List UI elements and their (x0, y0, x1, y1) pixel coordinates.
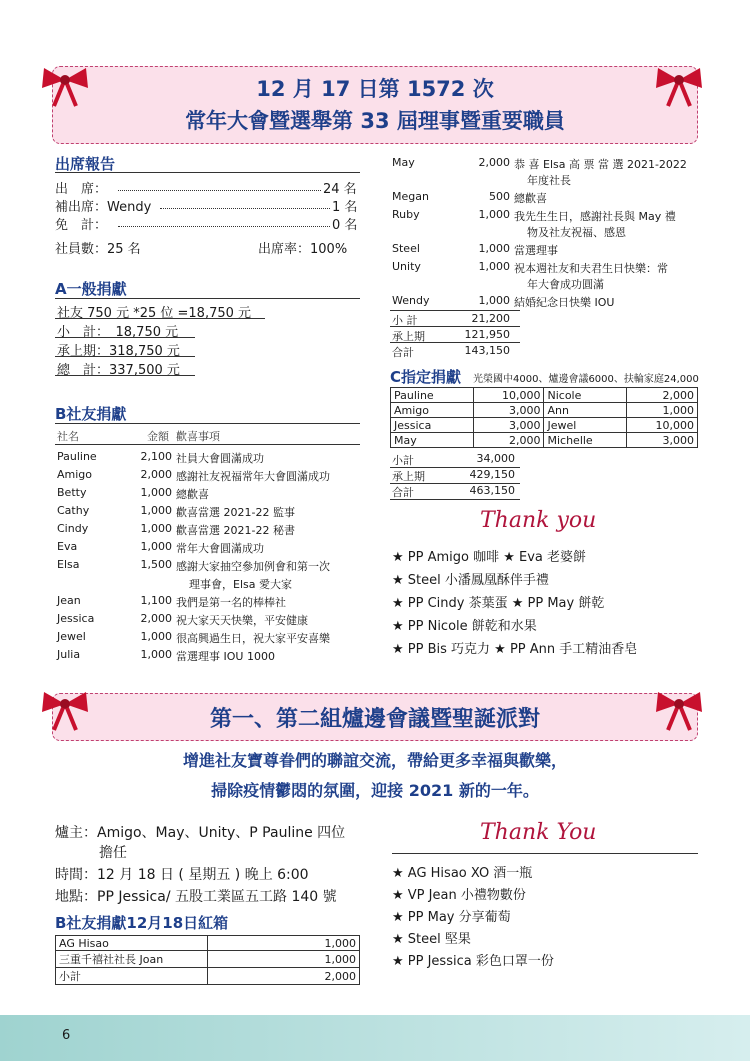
sum-value: 143,150 (464, 344, 510, 357)
donor-note: 歡喜當選 2021-22 監事 (176, 506, 295, 519)
donor-amount: 500 (489, 190, 510, 203)
donor-note: 祝本週社友和夫君生日快樂：常 (514, 262, 668, 275)
host-line: 爐主：Amigo、May、Unity、P Pauline 四位 (55, 825, 346, 841)
attendance-heading: 出席報告 (55, 155, 116, 173)
thanks-item: ★ Steel 堅果 (392, 932, 471, 947)
donor-note: 感謝社友祝福常年大會圓滿成功 (176, 470, 330, 483)
donor-name: Wendy (392, 294, 430, 307)
donor-note: 我先生生日，感謝社長與 May 禮 (514, 210, 676, 223)
donor-amount: 1,000 (140, 648, 172, 661)
donor-name: Elsa (57, 558, 80, 571)
divider (390, 310, 520, 311)
donor-note: 總歡喜 (176, 488, 209, 501)
donor-amount: 1,000 (140, 486, 172, 499)
table-cell: May (391, 433, 474, 448)
attendance-value: 0 名 (332, 218, 358, 233)
ribbon-bow-icon (38, 62, 92, 108)
donor-amount: 1,000 (140, 630, 172, 643)
table-cell: 1,000 (627, 403, 698, 418)
member-donation-heading: B社友捐獻 (55, 405, 127, 423)
donor-amount: 1,000 (140, 540, 172, 553)
donor-note: 常年大會圓滿成功 (176, 542, 264, 555)
thanks-item: ★ PP Nicole 餅乾和水果 (392, 619, 537, 634)
party-banner (52, 693, 698, 741)
donor-note: 當選理事 IOU 1000 (176, 650, 275, 663)
divider (390, 499, 520, 500)
donor-note-cont: 年度社長 (527, 174, 571, 187)
ribbon-bow-icon (38, 686, 92, 732)
attendance-value: 1 名 (332, 200, 358, 215)
donor-name: May (392, 156, 415, 169)
divider (55, 444, 360, 445)
donor-amount: 1,500 (140, 558, 172, 571)
thanks-item: ★ PP May 分享葡萄 (392, 910, 511, 925)
sum-label: 小 計 (392, 314, 418, 327)
donor-note: 感謝大家抽空參加例會和第一次 (176, 560, 330, 573)
donor-name: Betty (57, 486, 87, 499)
divider (55, 337, 195, 338)
donor-amount: 1,100 (140, 594, 172, 607)
table-row (391, 418, 698, 433)
divider (55, 356, 195, 357)
donor-name: Jean (57, 594, 81, 607)
table-cell: 小計 (56, 968, 208, 985)
donor-name: Megan (392, 190, 429, 203)
sum-value: 121,950 (464, 328, 510, 341)
title-banner (52, 66, 698, 144)
table-cell: Amigo (391, 403, 474, 418)
table-cell: 3,000 (473, 403, 544, 418)
meeting-title: 12 月 17 日第 1572 次 (256, 77, 494, 101)
donor-name: Julia (57, 648, 81, 661)
general-row: 小 計： 18,750 元 (57, 325, 179, 340)
leader-dots (160, 208, 330, 209)
thanks-item: ★ PP Jessica 彩色口罩一份 (392, 954, 554, 969)
table-row (56, 936, 360, 951)
donor-name: Amigo (57, 468, 93, 481)
donor-name: Jewel (57, 630, 86, 643)
table-cell: 2,000 (473, 433, 544, 448)
thanks-item: ★ PP Bis 巧克力 ★ PP Ann 手工精油香皂 (392, 642, 638, 657)
red-box-donation-table (55, 935, 360, 985)
table-cell: AG Hisao (56, 936, 208, 951)
donor-name: Cindy (57, 522, 89, 535)
page-number: 6 (62, 1028, 71, 1043)
table-cell: 1,000 (208, 951, 360, 968)
event-place: 地點：PP Jessica/ 五股工業區五工路 140 號 (55, 889, 337, 905)
attendance-label: 補出席：Wendy (55, 200, 152, 215)
table-row (56, 968, 360, 985)
general-row: 社友 750 元 *25 位 =18,750 元 (57, 306, 252, 321)
donor-name: Cathy (57, 504, 90, 517)
designated-donation-note: 光榮國中4000、爐邊會議6000、扶輪家庭24,000 (473, 374, 699, 385)
donor-note: 很高興過生日，祝大家平安喜樂 (176, 632, 330, 645)
thank-you-script: Thank You (480, 820, 597, 845)
table-cell: 三重千禧社社長 Joan (56, 951, 208, 968)
donor-name: Eva (57, 540, 78, 553)
table-cell: 1,000 (208, 936, 360, 951)
divider (392, 853, 698, 854)
donor-amount: 1,000 (140, 504, 172, 517)
donor-amount: 2,000 (140, 468, 172, 481)
table-cell: Pauline (391, 388, 474, 403)
thanks-item: ★ PP Amigo 咖啡 ★ Eva 老婆餅 (392, 550, 587, 565)
donor-note: 當選理事 (514, 244, 558, 257)
member-count: 社員數：25 名 (55, 242, 141, 257)
meeting-subtitle: 常年大會暨選舉第 33 屆理事暨重要職員 (185, 109, 565, 133)
general-row: 總 計：337,500 元 (57, 363, 180, 378)
table-row (391, 388, 698, 403)
sum-label: 承上期 (392, 330, 425, 343)
donor-note: 結婚紀念日快樂 IOU (514, 296, 615, 309)
divider (390, 342, 520, 343)
donor-name: Pauline (57, 450, 97, 463)
donor-name: Jessica (57, 612, 95, 625)
sum-value: 21,200 (471, 312, 510, 325)
table-cell: 10,000 (627, 418, 698, 433)
thanks-item: ★ VP Jean 小禮物數份 (392, 888, 526, 903)
donor-note-cont: 年大會成功圓滿 (527, 278, 604, 291)
attendance-rate: 出席率：100% (258, 242, 348, 257)
designated-donation-table (390, 387, 698, 448)
table-cell: Jessica (391, 418, 474, 433)
general-donation-heading: A一般捐獻 (55, 280, 127, 298)
donor-note: 祝大家天天快樂，平安健康 (176, 614, 308, 627)
donor-amount: 2,100 (140, 450, 172, 463)
slogan-line: 掃除疫情鬱悶的氛圍，迎接 2021 新的一年。 (211, 781, 539, 800)
table-cell: Jewel (544, 418, 627, 433)
donor-amount: 1,000 (478, 260, 510, 273)
donor-name: Ruby (392, 208, 420, 221)
divider (55, 298, 360, 299)
leader-dots (118, 226, 330, 227)
donor-note: 恭 喜 Elsa 高 票 當 選 2021-2022 (514, 158, 687, 171)
attendance-label: 免 計： (55, 218, 108, 233)
footer-band (0, 1015, 750, 1061)
sum-label: 承上期 (392, 470, 425, 483)
table-cell: Nicole (544, 388, 627, 403)
sum-label: 合計 (392, 486, 414, 499)
donor-name: Unity (392, 260, 421, 273)
attendance-label: 出 席： (55, 182, 108, 197)
table-cell: 10,000 (473, 388, 544, 403)
table-cell: Michelle (544, 433, 627, 448)
divider (55, 375, 195, 376)
donor-note: 歡喜當選 2021-22 秘書 (176, 524, 295, 537)
attendance-value: 24 名 (323, 182, 357, 197)
thank-you-script: Thank you (480, 508, 597, 533)
sum-value: 34,000 (476, 452, 515, 465)
table-cell: 3,000 (473, 418, 544, 433)
donor-amount: 2,000 (478, 156, 510, 169)
thanks-item: ★ Steel 小潘鳳凰酥伴手禮 (392, 573, 549, 588)
donor-note: 社員大會圓滿成功 (176, 452, 264, 465)
party-title: 第一、第二組爐邊會議暨聖誕派對 (209, 707, 540, 732)
leader-dots (118, 190, 321, 191)
col-amount-header: 金額 (147, 430, 169, 443)
table-cell: 2,000 (208, 968, 360, 985)
divider (55, 423, 360, 424)
col-name-header: 社名 (57, 430, 79, 443)
ribbon-bow-icon (652, 62, 706, 108)
divider (55, 318, 265, 319)
donor-note-cont: 物及社友祝福、感恩 (527, 226, 626, 239)
donor-amount: 1,000 (478, 294, 510, 307)
donor-name: Steel (392, 242, 420, 255)
table-row (56, 951, 360, 968)
host-line-2: 擔任 (99, 845, 127, 861)
donor-note-cont: 理事會，Elsa 愛大家 (189, 578, 292, 591)
thanks-item: ★ AG Hisao XO 酒一瓶 (392, 866, 533, 881)
red-box-donation-heading: B社友捐獻12月18日紅箱 (55, 914, 229, 932)
sum-value: 429,150 (469, 468, 515, 481)
donor-note: 總歡喜 (514, 192, 547, 205)
sum-value: 463,150 (469, 484, 515, 497)
donor-amount: 2,000 (140, 612, 172, 625)
donor-note: 我們是第一名的棒棒社 (176, 596, 286, 609)
donor-amount: 1,000 (478, 242, 510, 255)
thanks-item: ★ PP Cindy 茶葉蛋 ★ PP May 餅乾 (392, 596, 605, 611)
sum-label: 小計 (392, 454, 414, 467)
event-time: 時間：12 月 18 日 ( 星期五 ) 晚上 6:00 (55, 867, 309, 883)
divider (390, 326, 520, 327)
designated-donation-heading: C指定捐獻 (390, 368, 462, 386)
table-row (391, 433, 698, 448)
ribbon-bow-icon (652, 686, 706, 732)
col-note-header: 歡喜事項 (176, 430, 220, 443)
general-row: 承上期：318,750 元 (57, 344, 180, 359)
table-cell: Ann (544, 403, 627, 418)
donor-amount: 1,000 (140, 522, 172, 535)
slogan-line: 增進社友寶尊眷們的聯誼交流，帶給更多幸福與歡樂， (182, 751, 567, 770)
donor-amount: 1,000 (478, 208, 510, 221)
sum-label: 合計 (392, 346, 414, 359)
table-row (391, 403, 698, 418)
table-cell: 2,000 (627, 388, 698, 403)
table-cell: 3,000 (627, 433, 698, 448)
divider (55, 172, 360, 173)
